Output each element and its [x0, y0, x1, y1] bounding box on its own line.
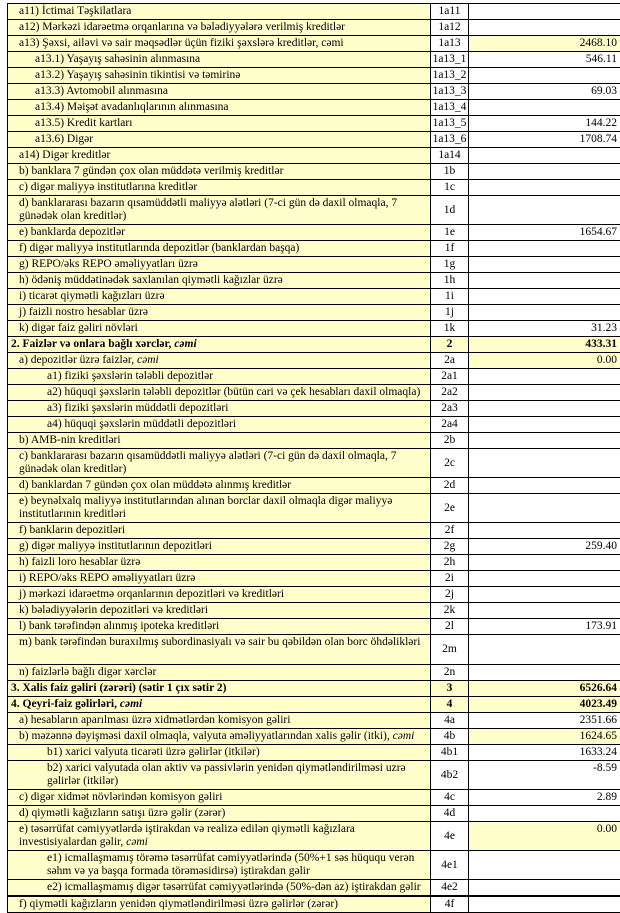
table-row-4b — [8, 729, 620, 745]
row-code: 1a13_4 — [431, 100, 469, 116]
row-value — [469, 555, 620, 571]
row-code: 1a13_6 — [431, 132, 469, 148]
table-row-4d — [8, 806, 620, 822]
row-label-text: b) AMB-nin kreditləri — [19, 434, 121, 446]
row-value — [469, 401, 620, 417]
table-row-1a13_3 — [8, 84, 620, 100]
row-label — [8, 305, 431, 321]
row-code: 1k — [431, 321, 469, 337]
row-value: 0.00 — [469, 822, 620, 851]
row-label — [8, 880, 431, 897]
row-label — [8, 257, 431, 273]
row-value: 2.89 — [469, 790, 620, 806]
row-code: 1i — [431, 289, 469, 305]
table-row-2j — [8, 587, 620, 603]
row-label-text: a11) İctimai Təşkilatlara — [19, 5, 131, 17]
row-code: 2h — [431, 555, 469, 571]
table-row-4b1 — [8, 745, 620, 761]
row-label — [8, 52, 431, 68]
table-row-1a14 — [8, 148, 620, 164]
table-row-1a13_2 — [8, 68, 620, 84]
row-code: 1a13_5 — [431, 116, 469, 132]
row-value: 546.11 — [469, 52, 620, 68]
row-label-text: a12) Mərkəzi idarəetmə orqanlarına və bələdiyyələrə verilmiş kreditlər — [19, 21, 345, 33]
row-label — [8, 289, 431, 305]
row-value: 144.22 — [469, 116, 620, 132]
row-value: 6526.64 — [469, 681, 620, 697]
row-value: 1708.74 — [469, 132, 620, 148]
row-code: 4f — [431, 896, 469, 913]
row-value — [469, 305, 620, 321]
row-label-text: j) faizli nostro hesablar üzrə — [19, 306, 148, 318]
row-label — [8, 164, 431, 180]
row-label — [8, 337, 431, 353]
row-code: 2l — [431, 619, 469, 635]
row-code: 2c — [431, 449, 469, 478]
row-value — [469, 4, 620, 20]
row-label-text: m) bank tərəfindən buraxılmış subordinasiyalı və sair bu qəbildən olan borc öhdəlikləri — [19, 636, 420, 648]
row-value — [469, 603, 620, 619]
row-label — [8, 665, 431, 681]
row-label — [8, 603, 431, 619]
row-label — [8, 587, 431, 603]
row-label-text: g) REPO/əks REPO əməliyyatları üzrə — [19, 258, 198, 270]
row-code: 1a11 — [431, 4, 469, 20]
row-value — [469, 164, 620, 180]
row-code: 2k — [431, 603, 469, 619]
table-row-2a4 — [8, 417, 620, 433]
row-code: 4e1 — [431, 851, 469, 880]
row-label — [8, 353, 431, 369]
row-label — [8, 401, 431, 417]
row-label-text: k) digər faiz gəliri növləri — [19, 322, 138, 334]
row-label — [8, 84, 431, 100]
row-label — [8, 241, 431, 257]
table-row-2m — [8, 635, 620, 665]
row-label — [8, 478, 431, 494]
table-row-1c — [8, 180, 620, 196]
row-label — [8, 273, 431, 289]
row-code: 2n — [431, 665, 469, 681]
row-label — [8, 494, 431, 523]
row-label-text: n) faizlərlə bağlı digər xərclər — [19, 666, 156, 678]
row-code: 2a2 — [431, 385, 469, 401]
table-row-1e — [8, 225, 620, 241]
row-value — [469, 100, 620, 116]
row-code: 1d — [431, 196, 469, 225]
row-code: 2f — [431, 523, 469, 539]
row-label-italic-suffix: cəmi — [174, 338, 196, 350]
row-label-text: c) digər maliyyə institutlarına kreditlər — [19, 181, 197, 193]
row-code: 2b — [431, 433, 469, 449]
table-row-1b — [8, 164, 620, 180]
row-label — [8, 180, 431, 196]
row-value — [469, 180, 620, 196]
table-row-2b — [8, 433, 620, 449]
row-label-text: d) banklardan 7 gündən çox olan müddətə alınmış kreditlər — [19, 479, 291, 491]
row-code: 2a3 — [431, 401, 469, 417]
table-row-1f — [8, 241, 620, 257]
row-value — [469, 289, 620, 305]
row-label-text: l) bank tərəfindən alınmış ipoteka kreditləri — [19, 620, 219, 632]
table-row-4e2 — [8, 880, 620, 897]
row-value — [469, 806, 620, 822]
row-value — [469, 196, 620, 225]
row-code: 3 — [431, 681, 469, 697]
row-label — [8, 116, 431, 132]
row-code: 1a13_3 — [431, 84, 469, 100]
table-body — [8, 4, 620, 913]
row-value: 31.23 — [469, 321, 620, 337]
row-label-text: k) bələdiyyələrin depozitləri və kreditləri — [19, 604, 208, 616]
row-value — [469, 665, 620, 681]
row-label-text: a13.1) Yaşayış sahəsinin alınmasına — [35, 53, 200, 65]
table-row-1h — [8, 273, 620, 289]
row-label-text: b2) xarici valyutada olan aktiv və passivlərin yenidən qiymətləndirilməsi uzrə gəlirlər (itkilər) — [47, 762, 406, 787]
row-code: 4b1 — [431, 745, 469, 761]
row-value — [469, 433, 620, 449]
table-row-2a3 — [8, 401, 620, 417]
table-row-4c — [8, 790, 620, 806]
row-value: 173.91 — [469, 619, 620, 635]
row-label — [8, 822, 431, 851]
row-label — [8, 619, 431, 635]
row-label-text: 2. Faizlər və onlara bağlı xərclər, — [11, 338, 174, 350]
row-value — [469, 241, 620, 257]
row-value — [469, 449, 620, 478]
row-value — [469, 369, 620, 385]
table-row-2i — [8, 571, 620, 587]
row-code: 2a4 — [431, 417, 469, 433]
row-value — [469, 571, 620, 587]
table-row-1a13_6 — [8, 132, 620, 148]
row-label — [8, 417, 431, 433]
row-code: 2m — [431, 635, 469, 665]
row-value: 259.40 — [469, 539, 620, 555]
row-value: -8.59 — [469, 761, 620, 790]
row-label-text: a14) Digər kreditlər — [19, 149, 110, 161]
row-label — [8, 761, 431, 790]
table-row-3 — [8, 681, 620, 697]
row-label-text: a2) hüquqi şəxslərin tələbli depozitlər (bütün cari və çek hesabları daxil olmaqla) — [47, 386, 420, 398]
row-code: 1a12 — [431, 20, 469, 36]
row-label — [8, 851, 431, 880]
row-code: 1f — [431, 241, 469, 257]
row-label — [8, 20, 431, 36]
table-row-1j — [8, 305, 620, 321]
table-row-2d — [8, 478, 620, 494]
row-label — [8, 896, 431, 913]
table-row-4 — [8, 697, 620, 713]
row-value — [469, 880, 620, 897]
row-code: 1c — [431, 180, 469, 196]
row-value: 1654.67 — [469, 225, 620, 241]
row-value — [469, 523, 620, 539]
table-row-1a13_4 — [8, 100, 620, 116]
row-value — [469, 273, 620, 289]
row-label — [8, 571, 431, 587]
table-row-4f — [8, 896, 620, 913]
row-label — [8, 745, 431, 761]
table-row-2a — [8, 353, 620, 369]
table-row-2 — [8, 337, 620, 353]
row-code: 2 — [431, 337, 469, 353]
row-label-text: d) qiymətli kağızların satışı üzrə gəlir (zərər) — [19, 807, 225, 819]
table-row-2g — [8, 539, 620, 555]
row-label — [8, 697, 431, 713]
row-value — [469, 896, 620, 913]
row-code: 2i — [431, 571, 469, 587]
row-label — [8, 100, 431, 116]
row-value — [469, 587, 620, 603]
row-label-text: h) ödəniş müddətinədək saxlanılan qiymətli kağızlar üzrə — [19, 274, 283, 286]
row-code: 1h — [431, 273, 469, 289]
row-label-text: a13) Şəxsi, ailəvi və sair məqsədlər üçün fiziki şəxslərə kreditlər, cəmi — [19, 37, 344, 49]
row-label-text: h) faizli loro hesablar üzrə — [19, 556, 140, 568]
row-code: 4c — [431, 790, 469, 806]
row-code: 4e2 — [431, 880, 469, 897]
row-label — [8, 4, 431, 20]
row-label — [8, 68, 431, 84]
row-code: 2d — [431, 478, 469, 494]
table-row-1a12 — [8, 20, 620, 36]
table-row-4a — [8, 713, 620, 729]
row-code: 4b — [431, 729, 469, 745]
row-label — [8, 449, 431, 478]
row-label — [8, 36, 431, 52]
row-label-text: g) digər maliyyə institutlarının depozitləri — [19, 540, 212, 552]
row-label-text: e) banklarda depozitlər — [19, 226, 125, 238]
table-row-1a13_1 — [8, 52, 620, 68]
row-label — [8, 635, 431, 665]
table-row-1a13 — [8, 36, 620, 52]
row-code: 4b2 — [431, 761, 469, 790]
table-row-2a1 — [8, 369, 620, 385]
table-row-2e — [8, 494, 620, 523]
row-label-text: f) digər maliyyə institutlarında depozitlər (banklardan başqa) — [19, 242, 299, 254]
row-code: 2g — [431, 539, 469, 555]
row-code: 4d — [431, 806, 469, 822]
row-code: 1a13_2 — [431, 68, 469, 84]
financial-report-table — [7, 3, 620, 913]
row-label-text: a13.3) Avtomobil alınmasına — [35, 85, 168, 97]
row-label-text: e2) icmallaşmamış digər təsərrüfat cəmiyyətlərində (50%-dən az) iştirakdan gəlir — [47, 881, 421, 893]
row-label-text: a13.4) Məişət avadanlıqlarının alınmasına — [35, 101, 229, 113]
row-value — [469, 851, 620, 880]
row-value: 2468.10 — [469, 36, 620, 52]
row-label-text: a4) hüquqi şəxslərin müddətli depozitləri — [47, 418, 236, 430]
row-code: 4 — [431, 697, 469, 713]
row-code: 4e — [431, 822, 469, 851]
row-label — [8, 523, 431, 539]
table-row-1d — [8, 196, 620, 225]
row-code: 2a — [431, 353, 469, 369]
row-label — [8, 433, 431, 449]
row-value — [469, 417, 620, 433]
row-label — [8, 385, 431, 401]
row-label-italic-suffix: cəmi — [137, 354, 159, 366]
row-value — [469, 494, 620, 523]
row-value — [469, 385, 620, 401]
table-row-2n — [8, 665, 620, 681]
row-label-text: i) ticarət qiymətli kağızları üzrə — [19, 290, 165, 302]
row-label-text: a) hesabların aparılması üzrə xidmətlərdən komisyon gəliri — [19, 714, 290, 726]
row-code: 4a — [431, 713, 469, 729]
row-label — [8, 225, 431, 241]
row-label — [8, 806, 431, 822]
row-value — [469, 257, 620, 273]
row-label-text: c) banklararası bazarın qısamüddətli maliyyə alətləri (7-ci gün də daxil olmaqla, 7 günədək olan kreditlər) — [19, 450, 396, 475]
row-label — [8, 369, 431, 385]
row-label-text: e) beynəlxalq maliyyə institutlarından alınan borclar daxil olmaqla digər maliyyə institutlarının kreditləri — [19, 495, 392, 520]
row-value: 1633.24 — [469, 745, 620, 761]
table-row-2a2 — [8, 385, 620, 401]
row-label-text: 4. Qeyri-faiz gəlirləri, — [11, 698, 120, 710]
table-row-2l — [8, 619, 620, 635]
row-code: 1j — [431, 305, 469, 321]
row-label-italic-suffix: cəmi — [393, 730, 415, 742]
row-label — [8, 321, 431, 337]
row-value: 1624.65 — [469, 729, 620, 745]
row-value — [469, 20, 620, 36]
row-value — [469, 635, 620, 665]
row-label-text: f) bankların depozitləri — [19, 524, 125, 536]
row-label-text: a13.2) Yaşayış sahəsinin tikintisi və təmirinə — [35, 69, 240, 81]
row-value: 2351.66 — [469, 713, 620, 729]
table-row-2k — [8, 603, 620, 619]
row-label — [8, 539, 431, 555]
row-label — [8, 132, 431, 148]
row-value — [469, 478, 620, 494]
row-label — [8, 681, 431, 697]
table-row-4e1 — [8, 851, 620, 880]
row-label-text: b1) xarici valyuta ticarəti üzrə gəlirlər (itkilər) — [47, 746, 260, 758]
row-code: 2e — [431, 494, 469, 523]
row-value: 0.00 — [469, 353, 620, 369]
table-row-1k — [8, 321, 620, 337]
row-label-italic-suffix: cəmi — [126, 836, 148, 848]
row-label-text: e1) icmallaşmamış törəmə təsərrüfat cəmiyyətlərində (50%+1 səs hüququ verən səhm və ya başqa formada törəməsidirsə) iştirakdan gəlir — [47, 852, 414, 877]
row-label — [8, 555, 431, 571]
row-label-text: j) mərkəzi idarəetmə orqanlarının depozitləri və kreditləri — [19, 588, 284, 600]
row-value: 69.03 — [469, 84, 620, 100]
row-value — [469, 148, 620, 164]
row-label-text: i) REPO/əks REPO əməliyyatları üzrə — [19, 572, 195, 584]
row-label — [8, 729, 431, 745]
row-code: 1a13_1 — [431, 52, 469, 68]
row-code: 1e — [431, 225, 469, 241]
row-value: 433.31 — [469, 337, 620, 353]
row-label-text: e) təsərrüfat cəmiyyətlərdə iştirakdan və realizə edilən qiymətli kağızlara investisiyalardan gəlir, — [19, 823, 355, 848]
row-value: 4023.49 — [469, 697, 620, 713]
row-code: 2a1 — [431, 369, 469, 385]
row-label — [8, 713, 431, 729]
row-label-text: a1) fiziki şəxslərin tələbli depozitlər — [47, 370, 213, 382]
table-row-2c — [8, 449, 620, 478]
row-label-text: d) banklararası bazarın qısamüddətli maliyyə alətləri (7-ci gün də daxil olmaqla, 7 günədək olan kreditlər) — [19, 197, 397, 222]
row-label-text: a13.5) Kredit kartları — [35, 117, 132, 129]
row-code: 1b — [431, 164, 469, 180]
row-code: 1a14 — [431, 148, 469, 164]
table-row-1a13_5 — [8, 116, 620, 132]
table-row-1g — [8, 257, 620, 273]
table-row-4b2 — [8, 761, 620, 790]
row-label-text: 3. Xalis faiz gəliri (zərəri) (sətir 1 çıx sətir 2) — [11, 682, 226, 694]
row-label-text: a) depozitlər üzrə faizlər, — [19, 354, 137, 366]
table-row-2h — [8, 555, 620, 571]
row-label — [8, 148, 431, 164]
row-code: 1a13 — [431, 36, 469, 52]
table-row-4e — [8, 822, 620, 851]
table-row-2f — [8, 523, 620, 539]
row-label — [8, 790, 431, 806]
row-label-text: a13.6) Digər — [35, 133, 93, 145]
row-label-text: b) banklara 7 gündən çox olan müddətə verilmiş kreditlər — [19, 165, 283, 177]
table-row-1i — [8, 289, 620, 305]
row-label-text: a3) fiziki şəxslərin müddətli depozitləri — [47, 402, 228, 414]
row-value — [469, 68, 620, 84]
table-row-1a11 — [8, 4, 620, 20]
row-label-text: f) qiymətli kağızların yenidən qiymətləndirilməsi üzrə gəlirlər (zərər) — [19, 898, 338, 910]
row-label — [8, 196, 431, 225]
row-label-text: b) məzənnə dəyişməsi daxil olmaqla, valyuta əməliyyatlarından xalis gəlir (itki), — [19, 730, 393, 742]
row-label-text: c) digər xidmət növlərindən komisyon gəliri — [19, 791, 222, 803]
row-label-italic-suffix: cəmi — [120, 698, 142, 710]
row-code: 1g — [431, 257, 469, 273]
row-code: 2j — [431, 587, 469, 603]
